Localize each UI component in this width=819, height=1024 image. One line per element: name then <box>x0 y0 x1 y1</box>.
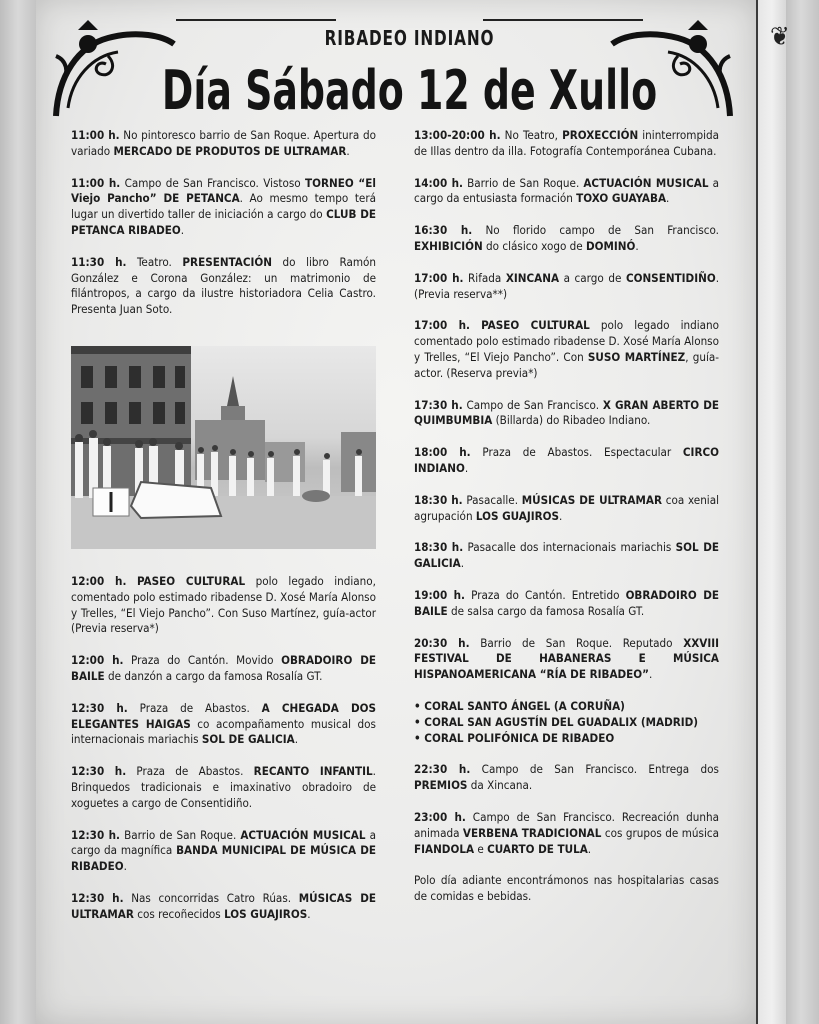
event-time: 12:30 h. <box>71 700 128 715</box>
event-text: a cargo da magnífica <box>71 827 376 858</box>
event-text: Campo de San Francisco. <box>462 397 603 412</box>
event-item <box>414 318 719 381</box>
event-time: 16:30 h. <box>414 223 473 238</box>
event-item <box>71 764 376 811</box>
choir-list <box>414 699 719 746</box>
event-time: 18:30 h. <box>414 540 464 555</box>
event-highlight: XXVIII FESTIVAL DE HABANERAS E MÚSICA HISPANOAMERICANA “RÍA DE RIBADEO” <box>414 635 719 682</box>
event-highlight: DOMINÓ <box>586 238 636 253</box>
event-item <box>414 810 719 857</box>
left-column <box>71 128 376 334</box>
street-parade-photo <box>71 346 376 549</box>
event-highlight: RECANTO INFANTIL <box>253 764 373 779</box>
event-highlight: CUARTO DE TULA <box>487 841 588 856</box>
event-highlight: SUSO MARTÍNEZ <box>587 349 686 364</box>
event-highlight: MÚSICAS DE ULTRAMAR <box>521 492 662 507</box>
closing-note <box>414 873 719 905</box>
event-time: 12:00 h. <box>71 574 127 588</box>
event-text: . <box>307 906 311 921</box>
event-text: Praza do Cantón. Movido <box>123 653 282 668</box>
event-text: . <box>635 238 639 253</box>
event-text: No Teatro, <box>500 128 563 142</box>
ornament-icon: ❦ <box>770 22 790 52</box>
event-text: . <box>666 191 670 206</box>
event-text: Pasacalle dos internacionais mariachis <box>463 540 676 555</box>
event-time: 17:00 h. <box>414 270 464 285</box>
event-item <box>414 398 719 430</box>
side-strip <box>756 0 786 1024</box>
event-text: de salsa cargo da famosa Rosalía GT. <box>447 603 645 618</box>
event-highlight: LOS GUAJIROS <box>475 508 560 523</box>
left-column-lower <box>71 574 376 939</box>
event-highlight: OBRADOIRO DE BAILE <box>414 587 719 618</box>
event-item <box>414 588 719 620</box>
event-time: 18:30 h. <box>414 492 463 507</box>
event-highlight: FIANDOLA <box>414 841 475 856</box>
event-highlight: CLUB DE PETANCA RIBADEO <box>71 207 376 237</box>
event-item <box>71 891 376 923</box>
event-time: 11:30 h. <box>71 254 127 269</box>
event-text: Campo de San Francisco. Vistoso <box>120 175 306 190</box>
event-text: e <box>474 841 488 856</box>
event-item <box>414 540 719 572</box>
event-text: No florido campo de San Francisco. <box>472 223 719 238</box>
event-item <box>414 762 719 794</box>
right-column <box>414 128 719 905</box>
event-text: , guía-actor. (Reserva previa*) <box>414 349 719 380</box>
event-text: No pintoresco barrio de San Roque. Apertura do variado <box>71 128 376 158</box>
event-text: . <box>123 859 127 874</box>
event-time: 22:30 h. <box>414 762 471 777</box>
header-kicker: RIBADEO INDIANO <box>324 26 495 50</box>
event-text: Barrio de San Roque. <box>463 175 584 190</box>
event-highlight: EXHIBICIÓN <box>414 238 483 253</box>
event-text: co acompañamento musical dos internacionais mariachis <box>71 716 376 747</box>
event-text: da Xincana. <box>467 778 533 793</box>
event-text: Campo de San Francisco. Entrega dos <box>470 762 719 777</box>
event-text: . <box>180 222 185 237</box>
event-highlight: PASEO CULTURAL <box>136 574 246 588</box>
event-time: 12:00 h. <box>71 653 124 668</box>
event-highlight: CIRCO INDIANO <box>414 445 719 475</box>
event-highlight: LOS GUAJIROS <box>224 906 308 921</box>
event-highlight: SOL DE GALICIA <box>201 732 295 747</box>
event-text: do libro Ramón González e Corona González: un matrimonio de filántropos, a cargo da ilustre historiadora Celia Castro. Presenta Juan Soto. <box>71 254 377 317</box>
event-text: . <box>649 667 653 682</box>
event-text: Teatro. <box>126 254 183 269</box>
event-time: 17:00 h. <box>414 318 470 333</box>
event-time: 12:30 h. <box>71 890 124 905</box>
event-text: Nas concorridas Catro Rúas. <box>123 890 299 905</box>
event-item <box>414 223 719 255</box>
top-rule-left <box>176 19 336 21</box>
event-item <box>71 701 376 748</box>
event-time: 19:00 h. <box>414 587 466 602</box>
event-text: . <box>464 460 469 475</box>
event-item <box>71 128 376 160</box>
event-text: . <box>346 143 350 158</box>
event-highlight: ACTUACIÓN MUSICAL <box>583 175 709 190</box>
event-highlight: PASEO CULTURAL <box>481 318 590 333</box>
event-text: Campo de San Francisco. Recreación dunha animada <box>414 809 719 840</box>
choir-item: • CORAL SANTO ÁNGEL (A CORUÑA) <box>414 698 625 713</box>
event-item <box>414 176 719 208</box>
event-highlight: MERCADO DE PRODUTOS DE ULTRAMAR <box>113 143 347 158</box>
event-text: Rifada <box>463 270 506 285</box>
event-highlight: A CHEGADA DOS ELEGANTES HAIGAS <box>71 700 376 731</box>
choir-item: • CORAL SAN AGUSTÍN DEL GUADALIX (MADRID) <box>414 714 699 729</box>
event-highlight: X GRAN ABERTO DE QUIMBUMBIA <box>414 397 719 428</box>
event-highlight: PREMIOS <box>414 778 468 793</box>
event-text: coa xenial agrupación <box>414 492 719 523</box>
event-item <box>71 653 376 685</box>
background-blur-left <box>0 0 36 1024</box>
event-text: . Brinquedos tradicionais e imaxinativo obradoiro de xoguetes a cargo de Consentidiño. <box>71 764 376 810</box>
event-text: polo legado indiano comentado polo estimado ribadense D. Xosé María Alonso y Trelles, “El Viejo Pancho”. Con <box>414 318 720 364</box>
event-text: a cargo de <box>559 270 626 285</box>
event-time: 11:00 h. <box>71 175 121 190</box>
event-highlight: CONSENTIDIÑO <box>625 270 716 285</box>
event-time: 23:00 h. <box>414 809 466 824</box>
event-text <box>470 318 481 332</box>
event-text: . <box>294 732 299 747</box>
event-text: de danzón a cargo da famosa Rosalía GT. <box>104 668 323 683</box>
event-text: . (Previa reserva**) <box>414 270 719 301</box>
event-text: Barrio de San Roque. Reputado <box>469 635 684 650</box>
event-highlight: BANDA MUNICIPAL DE MÚSICA DE RIBADEO <box>71 843 376 874</box>
closing-text: Polo día adiante encontrámonos nas hospitalarias casas de comidas e bebidas. <box>414 873 719 904</box>
event-text: do clásico xogo de <box>482 238 587 253</box>
event-text: Praza de Abastos. Espectacular <box>470 445 683 460</box>
event-text: Barrio de San Roque. <box>120 827 241 842</box>
choir-item: • CORAL POLIFÓNICA DE RIBADEO <box>414 730 615 745</box>
event-item <box>414 271 719 303</box>
event-item <box>414 128 719 160</box>
event-item <box>71 255 376 318</box>
event-highlight: SOL DE GALICIA <box>414 540 719 571</box>
event-highlight: TORNEO “El Viejo Pancho” DE PETANCA <box>71 175 376 206</box>
page-title: Día Sábado 12 de Xullo <box>161 59 658 122</box>
event-highlight: XINCANA <box>505 270 560 285</box>
event-highlight: PRESENTACIÓN <box>182 254 272 269</box>
event-item <box>71 574 376 637</box>
event-highlight: OBRADOIRO DE BAILE <box>71 653 376 683</box>
event-text: Praza do Cantón. Entretido <box>465 587 626 602</box>
event-time: 11:00 h. <box>71 128 120 142</box>
event-time: 14:00 h. <box>414 175 463 190</box>
event-item <box>414 493 719 525</box>
event-text: . <box>587 841 592 856</box>
event-text: a cargo da entusiasta formación <box>414 175 719 206</box>
event-item <box>71 176 376 239</box>
event-item <box>414 445 719 477</box>
event-highlight: ACTUACIÓN MUSICAL <box>240 827 366 842</box>
event-text: ininterrompida de Illas dentro da illa. Fotografía Contemporánea Cubana. <box>414 128 719 158</box>
event-text: cos recoñecidos <box>133 906 225 921</box>
event-text: (Billarda) do Ribadeo Indiano. <box>492 413 651 428</box>
event-item <box>71 828 376 875</box>
event-text: polo legado indiano, comentado polo estimado ribadense D. Xosé María Alonso y Trelles, “El Viejo Pancho”. Con Suso Martínez, guía-actor (Previa reserva*) <box>71 574 376 636</box>
event-time: 13:00-20:00 h. <box>414 128 501 142</box>
event-item <box>414 636 719 683</box>
event-highlight: TOXO GUAYABA <box>576 191 667 206</box>
event-text <box>126 574 137 588</box>
event-time: 12:30 h. <box>71 764 127 779</box>
event-highlight: VERBENA TRADICIONAL <box>462 825 602 840</box>
event-highlight: PROXECCIÓN <box>562 128 639 142</box>
event-time: 20:30 h. <box>414 635 470 650</box>
event-time: 18:00 h. <box>414 445 471 460</box>
background-blur-right <box>783 0 819 1024</box>
event-text: Praza de Abastos. <box>126 764 254 779</box>
event-text: Praza de Abastos. <box>127 700 262 715</box>
event-text: cos grupos de música <box>601 825 719 840</box>
event-time: 12:30 h. <box>71 827 120 842</box>
event-text: . Ao mesmo tempo terá lugar un divertido taller de iniciación a cargo do <box>71 191 377 222</box>
event-text: Pasacalle. <box>462 492 522 507</box>
event-text: . <box>460 556 465 571</box>
event-highlight: MÚSICAS DE ULTRAMAR <box>71 890 376 921</box>
event-time: 17:30 h. <box>414 397 463 412</box>
event-text: . <box>559 508 563 523</box>
